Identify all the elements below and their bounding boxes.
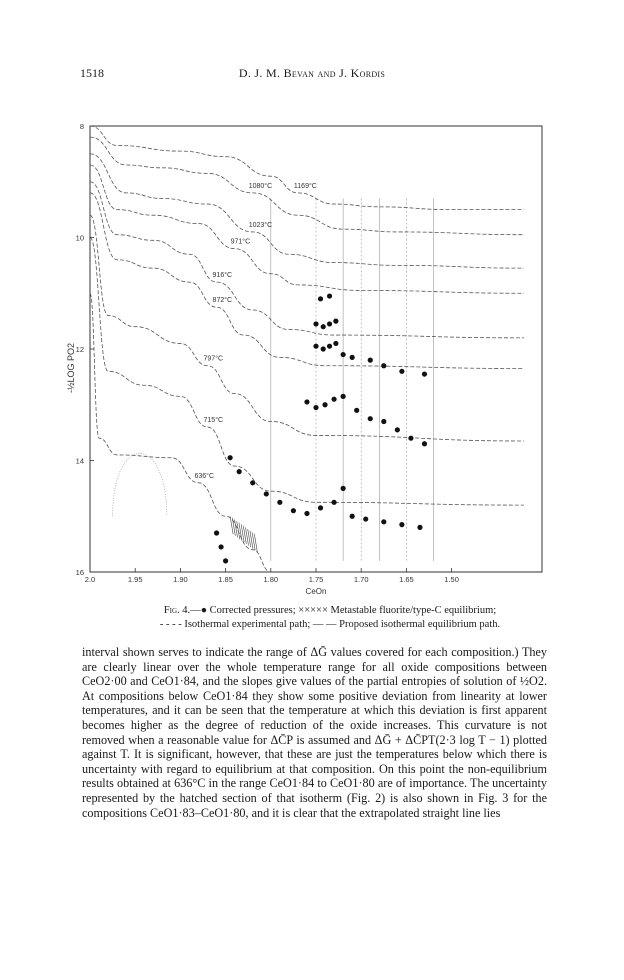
data-point: [327, 344, 332, 349]
data-point: [368, 358, 373, 363]
isotherm-line: [90, 154, 524, 268]
y-axis-label: -½LOG PO2: [66, 342, 76, 394]
data-point: [277, 500, 282, 505]
data-point: [354, 408, 359, 413]
data-point: [368, 416, 373, 421]
isotherm-label: 1023°C: [248, 221, 273, 229]
isotherm-label: 916°C: [212, 272, 233, 280]
data-point: [250, 480, 255, 485]
data-point: [313, 405, 318, 410]
data-point: [331, 500, 336, 505]
x-tick-label: 1.50: [444, 575, 459, 584]
isotherm-line: [90, 215, 524, 441]
figure-caption: [110, 604, 550, 632]
dome-outline: [113, 454, 167, 517]
data-point: [381, 419, 386, 424]
data-point: [228, 455, 233, 460]
data-point: [422, 441, 427, 446]
isotherm-label: 715°C: [203, 417, 224, 425]
data-point: [341, 394, 346, 399]
caption-line-2: - - - - Isothermal experimental path; — — Proposed isothermal equilibrium path.: [159, 619, 501, 630]
isotherm-label: 1169°C: [293, 182, 317, 190]
isotherm-line: [90, 193, 524, 369]
data-point: [304, 399, 309, 404]
data-point: [333, 341, 338, 346]
data-point: [381, 519, 386, 524]
y-tick-label: 8: [79, 122, 84, 131]
x-axis-label: CeOn: [305, 587, 327, 596]
data-point: [399, 522, 404, 527]
data-point: [321, 346, 326, 351]
data-point: [214, 530, 219, 535]
data-point: [264, 491, 269, 496]
data-point: [341, 352, 346, 357]
data-point: [333, 319, 338, 324]
isotherm-curves: [90, 126, 524, 572]
x-tick-label: 1.65: [399, 575, 414, 584]
data-point: [223, 558, 228, 563]
y-tick-label: 16: [75, 568, 84, 577]
data-point: [237, 469, 242, 474]
isotherm-label: 872°C: [212, 297, 233, 305]
page-number: 1518: [80, 66, 104, 80]
data-point: [381, 363, 386, 368]
isotherm-label: 1080°C: [248, 182, 273, 190]
body-text: [82, 645, 547, 820]
data-point: [341, 486, 346, 491]
data-point: [408, 436, 413, 441]
dome-curve: [113, 454, 167, 517]
data-point: [422, 371, 427, 376]
page-header: [0, 66, 624, 86]
data-point: [331, 397, 336, 402]
isotherm-line: [90, 182, 524, 338]
isotherm-label: 971°C: [230, 238, 251, 246]
data-point: [313, 321, 318, 326]
data-point: [322, 402, 327, 407]
body-paragraph: interval shown serves to indicate the range of ΔḠ values covered for each composition.) They are clearly linear over the whole temperature range for all oxide compositions between CeO2·00 and CeO1·84, and the slopes give values of the partial entropies of solution of ½O2. At compositions below CeO1·84 they show some positive deviation from linearity at lower temperatures, and it can be seen that the temperature at which this deviation is first apparent becomes higher as the degree of reduction of the oxide increases. This curvature is not removed when a reasonable value for ΔC̄P is assumed and ΔḠ + ΔC̄PT(2·3 log T − 1) plotted against T. It is significant, however, that these are just the temperatures below which there is uncertainty with regard to equilibrium at that composition. On this point the non-equilibrium results obtained at 636°C in the range CeO1·84 to CeO1·80 are of importance. The uncertainty represented by the hatched section of that isotherm (Fig. 2) is also shown in Fig. 3 for the compositions CeO1·83–CeO1·80, and it is clear that the extrapolated straight line lies: [82, 645, 547, 820]
data-point: [218, 544, 223, 549]
data-point: [327, 321, 332, 326]
data-point: [291, 508, 296, 513]
data-point: [350, 514, 355, 519]
data-point: [304, 511, 309, 516]
data-point: [350, 355, 355, 360]
data-point: [318, 505, 323, 510]
x-tick-label: 1.70: [353, 575, 369, 584]
x-tick-label: 1.90: [173, 575, 188, 584]
y-tick-label: 10: [75, 233, 84, 243]
data-point: [313, 344, 318, 349]
data-point: [417, 525, 422, 530]
isotherm-labels: [194, 182, 316, 480]
data-point: [363, 516, 368, 521]
phase-diagram-figure: [60, 118, 560, 598]
y-tick-label: 12: [75, 345, 84, 354]
y-tick-label: 14: [75, 456, 84, 466]
caption-fig-label: Fig. 4.: [163, 605, 191, 616]
data-point: [327, 293, 332, 298]
isotherm-line: [90, 126, 524, 210]
running-head: D. J. M. Bevan and J. Kordis: [238, 66, 386, 80]
isotherm-line: [90, 238, 524, 506]
x-tick-label: 1.95: [127, 575, 143, 584]
y-tick-labels: [76, 122, 94, 577]
plot-verticals: [271, 198, 434, 560]
x-tick-label: 1.85: [218, 575, 233, 584]
isotherm-label: 636°C: [194, 472, 215, 480]
x-tick-label: 2.0: [84, 575, 96, 584]
caption-line-1: —● Corrected pressures; ××××× Metastable fluorite/type-C equilibrium;: [190, 605, 497, 616]
data-point: [399, 369, 404, 374]
x-tick-labels: [85, 568, 459, 584]
data-point: [318, 296, 323, 301]
x-tick-label: 1.80: [263, 575, 279, 584]
data-point: [321, 324, 326, 329]
x-tick-label: 1.75: [308, 575, 324, 584]
data-point: [395, 427, 400, 432]
isotherm-label: 797°C: [203, 355, 224, 363]
